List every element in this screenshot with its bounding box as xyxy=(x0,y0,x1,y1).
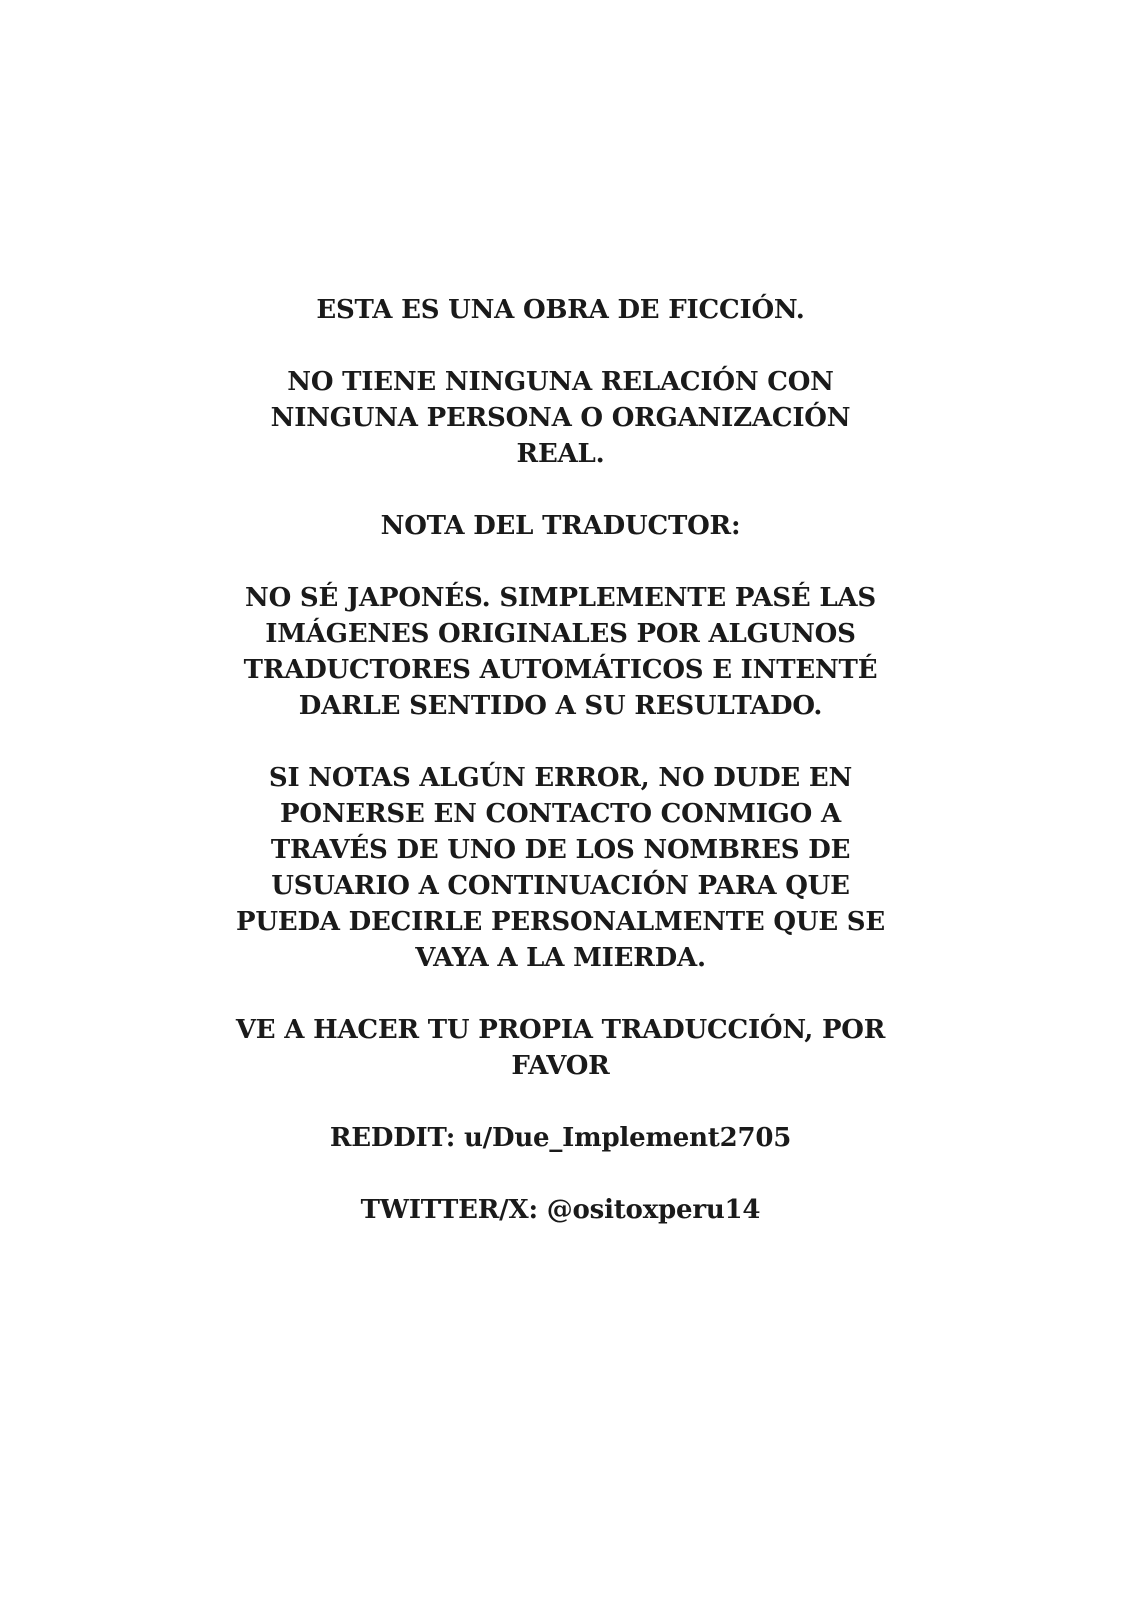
note-paragraph-2-line: PONERSE EN CONTACTO CONMIGO A xyxy=(280,799,841,829)
note-paragraph-3-line: VE A HACER TU PROPIA TRADUCCIÓN, POR xyxy=(235,1015,886,1045)
note-paragraph-1-line: DARLE SENTIDO A SU RESULTADO. xyxy=(298,691,823,721)
spacer xyxy=(0,724,1121,760)
spacer xyxy=(0,472,1121,508)
note-paragraph-2-line: TRAVÉS DE UNO DE LOS NOMBRES DE xyxy=(270,835,851,865)
disclaimer-line: NO TIENE NINGUNA RELACIÓN CON xyxy=(287,367,834,397)
spacer xyxy=(0,328,1121,364)
disclaimer-line: REAL. xyxy=(516,439,605,469)
note-paragraph-1-line: NO SÉ JAPONÉS. SIMPLEMENTE PASÉ LAS xyxy=(245,583,876,613)
note-paragraph-2-line: VAYA A LA MIERDA. xyxy=(415,943,706,973)
twitter-contact: TWITTER/X: @ositoxperu14 xyxy=(360,1195,761,1225)
note-paragraph-1-line: IMÁGENES ORIGINALES POR ALGUNOS xyxy=(265,619,856,649)
note-paragraph-3-line: FAVOR xyxy=(511,1051,610,1081)
spacer xyxy=(0,976,1121,1012)
reddit-contact: REDDIT: u/Due_Implement2705 xyxy=(329,1123,792,1153)
spacer xyxy=(0,1156,1121,1192)
spacer xyxy=(0,544,1121,580)
fiction-statement: ESTA ES UNA OBRA DE FICCIÓN. xyxy=(316,295,805,325)
page-text xyxy=(0,292,1121,1228)
spacer xyxy=(0,1084,1121,1120)
disclaimer-line: NINGUNA PERSONA O ORGANIZACIÓN xyxy=(270,403,851,433)
note-paragraph-2-line: SI NOTAS ALGÚN ERROR, NO DUDE EN xyxy=(268,763,853,793)
note-paragraph-1-line: TRADUCTORES AUTOMÁTICOS E INTENTÉ xyxy=(243,655,878,685)
note-paragraph-2-line: USUARIO A CONTINUACIÓN PARA QUE xyxy=(271,871,850,901)
note-paragraph-2-line: PUEDA DECIRLE PERSONALMENTE QUE SE xyxy=(236,907,885,937)
translator-note-heading: NOTA DEL TRADUCTOR: xyxy=(380,511,741,541)
